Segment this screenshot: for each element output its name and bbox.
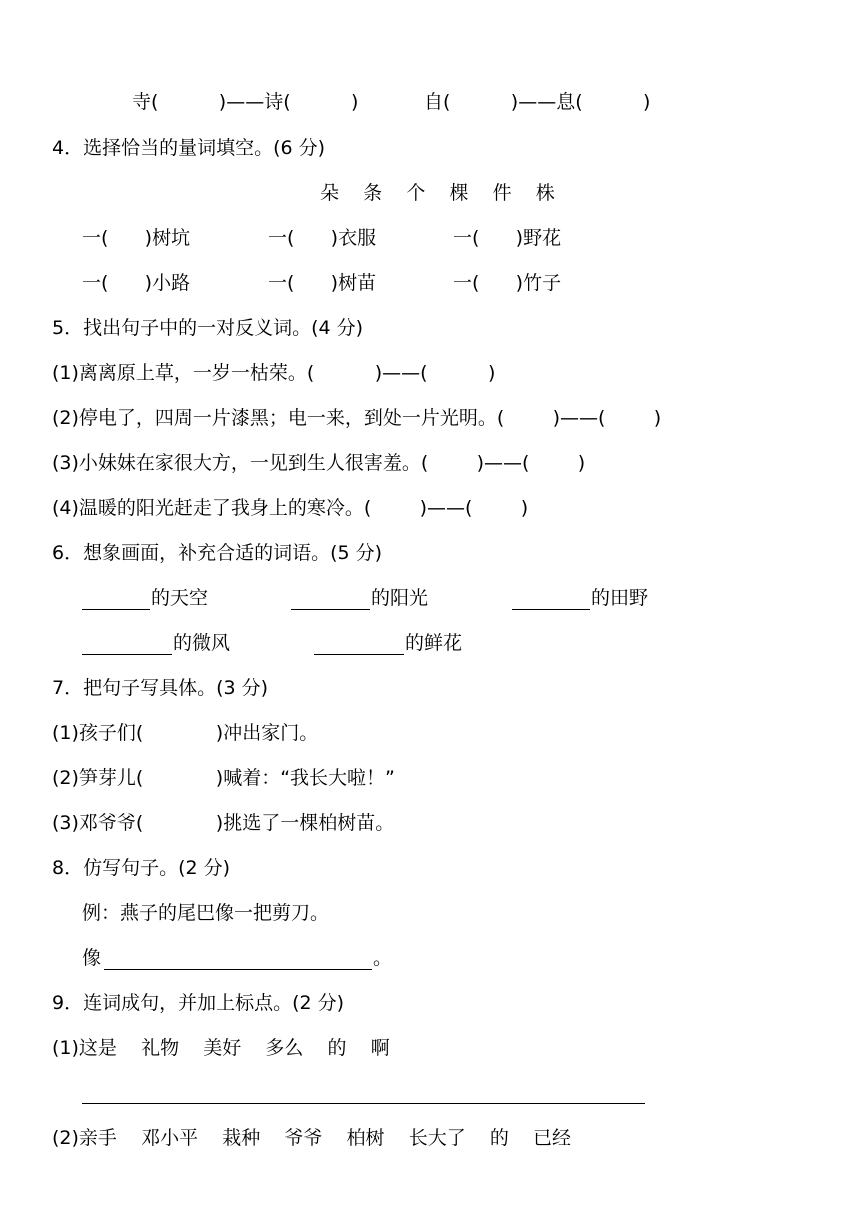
q3-pair-2: 自( )——息( ) xyxy=(424,91,651,113)
q6-blank-2[interactable] xyxy=(291,609,370,610)
q7-item-1: (1)孩子们( )冲出家门。 xyxy=(52,722,319,744)
q4-item-6: 一( )竹子 xyxy=(453,272,562,294)
q7-item-3: (3)邓爷爷( )挑选了一棵柏树苗。 xyxy=(52,812,395,834)
q7-title: 7．把句子写具体。(3 分) xyxy=(52,677,269,699)
q4-word-bank: 朵 条 个 棵 件 株 xyxy=(320,182,555,204)
q6-blank-1[interactable] xyxy=(82,609,150,610)
q6-word-3: 的田野 xyxy=(591,587,649,609)
q8-prompt-start: 像 xyxy=(82,947,102,969)
q5-item-2: (2)停电了，四周一片漆黑；电一来，到处一片光明。( )——( ) xyxy=(52,407,662,429)
q9-item-1: (1)这是 礼物 美好 多么 的 啊 xyxy=(52,1037,390,1059)
q6-word-5: 的鲜花 xyxy=(405,632,463,654)
q4-item-5: 一( )树苗 xyxy=(268,272,377,294)
q8-title: 8．仿写句子。(2 分) xyxy=(52,857,231,879)
q5-title: 5．找出句子中的一对反义词。(4 分) xyxy=(52,317,364,339)
q6-blank-3[interactable] xyxy=(512,609,590,610)
q6-word-1: 的天空 xyxy=(151,587,209,609)
q6-title: 6．想象画面，补充合适的词语。(5 分) xyxy=(52,542,383,564)
q5-item-1: (1)离离原上草，一岁一枯荣。( )——( ) xyxy=(52,362,496,384)
q6-blank-4[interactable] xyxy=(82,654,172,655)
q7-item-2: (2)笋芽儿( )喊着：“我长大啦！” xyxy=(52,767,395,789)
q9-answer-line-1[interactable] xyxy=(82,1103,645,1104)
q8-answer-line[interactable] xyxy=(104,969,372,970)
q6-word-4: 的微风 xyxy=(173,632,231,654)
q4-item-2: 一( )衣服 xyxy=(268,227,377,249)
q3-pair-1: 寺( )——诗( ) xyxy=(132,91,359,113)
q5-item-3: (3)小妹妹在家很大方，一见到生人很害羞。( )——( ) xyxy=(52,452,586,474)
q4-item-1: 一( )树坑 xyxy=(82,227,191,249)
q8-example: 例：燕子的尾巴像一把剪刀。 xyxy=(82,902,330,924)
q8-prompt-end: 。 xyxy=(373,947,393,969)
q4-item-4: 一( )小路 xyxy=(82,272,191,294)
q4-title: 4．选择恰当的量词填空。(6 分) xyxy=(52,137,326,159)
q9-title: 9．连词成句，并加上标点。(2 分) xyxy=(52,992,345,1014)
q6-blank-5[interactable] xyxy=(314,654,404,655)
q5-item-4: (4)温暖的阳光赶走了我身上的寒冷。( )——( ) xyxy=(52,497,529,519)
q6-word-2: 的阳光 xyxy=(371,587,429,609)
q4-item-3: 一( )野花 xyxy=(453,227,562,249)
q9-item-2: (2)亲手 邓小平 栽种 爷爷 柏树 长大了 的 已经 xyxy=(52,1127,572,1149)
